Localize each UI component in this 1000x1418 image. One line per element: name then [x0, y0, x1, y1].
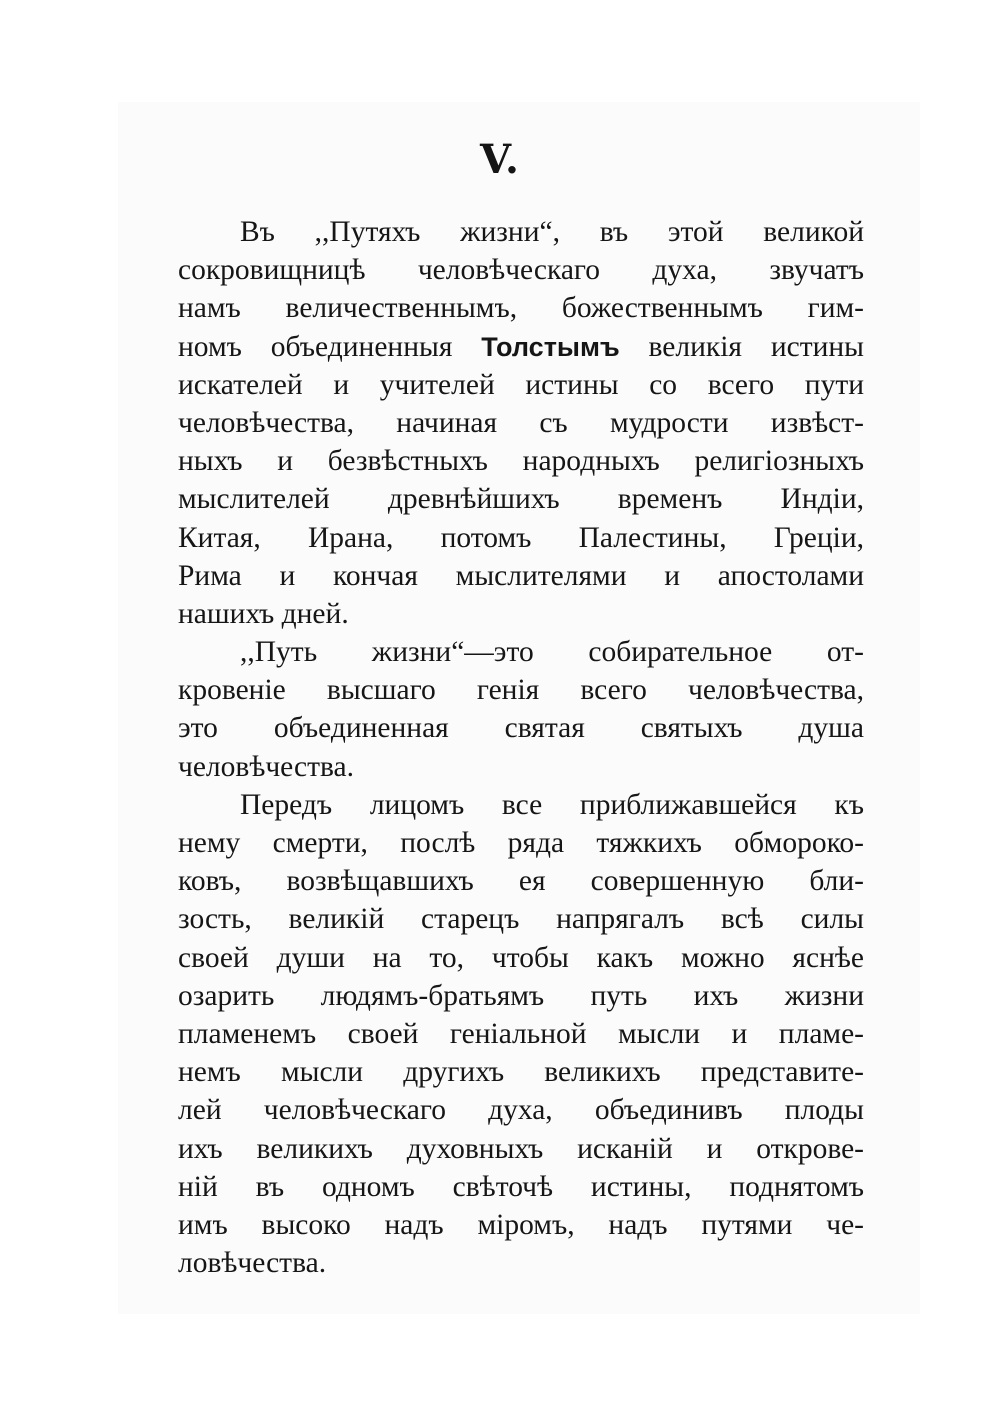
text-line: Рима и кончая мыслителями и апостолами [178, 559, 864, 592]
text-line: ковъ, возвѣщавшихъ ея совершенную бли- [178, 865, 864, 898]
bold-name: Толстымъ [481, 331, 620, 362]
text-line: зость, великій старецъ напрягалъ всѣ силы [178, 903, 864, 936]
text-line: сокровищницѣ человѣческаго духа, звучатъ [178, 254, 864, 287]
text-line [178, 328, 864, 366]
text-line: озарить людямъ-братьямъ путь ихъ жизни [178, 979, 864, 1012]
text-segment: номъ объединенныя [178, 330, 482, 363]
text-line: имъ высоко надъ міромъ, надъ путями че- [178, 1208, 864, 1241]
text-line: намъ величественнымъ, божественнымъ гим- [178, 292, 864, 325]
text-line: своей души на то, чтобы какъ можно яснѣе [178, 941, 864, 974]
text-line: это объединенная святая святыхъ душа [178, 712, 864, 745]
chapter-heading: V. [480, 136, 520, 183]
text-line: ловѣчества. [178, 1247, 327, 1280]
text-line: человѣчества, начиная съ мудрости извѣст- [178, 406, 864, 439]
text-line: пламенемъ своей геніальной мысли и пламе- [178, 1017, 864, 1050]
text-line: ній въ одномъ свѣточѣ истины, поднятомъ [178, 1170, 864, 1203]
text-line: ихъ великихъ духовныхъ исканій и открове- [178, 1132, 864, 1165]
text-line: искателей и учителей истины со всего пути [178, 368, 864, 401]
text-line: Въ ,,Путяхъ жизни“, въ этой великой [240, 216, 864, 248]
text-line: ныхъ и безвѣстныхъ народныхъ религіозныхъ [178, 445, 864, 478]
text-line: немъ мысли другихъ великихъ представите- [178, 1056, 864, 1089]
text-line: Передъ лицомъ все приближавшейся къ [240, 788, 864, 821]
text-line: человѣчества. [178, 750, 355, 783]
text-line: Китая, Ирана, потомъ Палестины, Греціи, [178, 521, 864, 554]
text-line: нему смерти, послѣ ряда тяжкихъ обмороко- [178, 827, 864, 859]
text-line: ,,Путь жизни“—это собирательное от- [240, 636, 864, 669]
text-line: нашихъ дней. [178, 597, 349, 630]
text-segment: великія истины [619, 330, 864, 363]
text-line: кровеніе высшаго генія всего человѣчества, [178, 674, 864, 707]
body-text [178, 213, 864, 1282]
text-line: лей человѣческаго духа, объединивъ плоды [178, 1094, 864, 1127]
text-line: мыслителей древнѣйшихъ временъ Индіи, [178, 483, 864, 516]
